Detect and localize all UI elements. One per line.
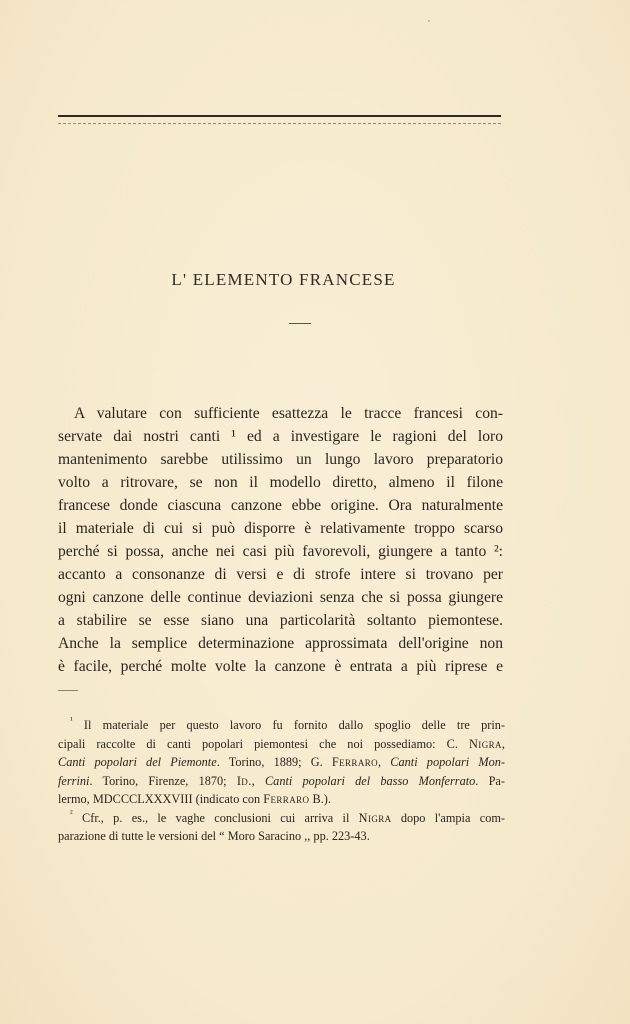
chapter-title: L' ELEMENTO FRANCESE xyxy=(171,270,396,289)
footnote-1-marker: ¹ xyxy=(70,715,73,725)
footnote-separator xyxy=(58,690,78,691)
footnote-author: Ferraro xyxy=(331,755,379,769)
footnote-text: lermo, MDCCCLXXXVIII (indicato con xyxy=(58,792,264,806)
footnote-1-line xyxy=(58,772,505,791)
body-paragraph xyxy=(58,402,503,678)
body-line: è facile, perché molte volte la canzone è entrata a più riprese e xyxy=(58,658,503,675)
footnote-text: Il materiale per questo lavoro fu fornito dallo spoglio delle tre prin- xyxy=(83,718,505,732)
footnote-text: . Torino, 1889; G. xyxy=(216,755,332,769)
footnote-2-line xyxy=(58,809,505,828)
footnote-text: . Torino, Firenze, 1870; xyxy=(89,773,237,788)
footnote-text: , xyxy=(501,736,505,751)
body-line: perché si possa, anche nei casi più favorevoli, giungere a tanto ²: xyxy=(58,543,503,560)
footnote-text: cipali raccolte di canti popolari piemontesi che noi possediamo: C. xyxy=(58,736,470,751)
body-line: servate dai nostri canti ¹ ed a investigare le ragioni del loro xyxy=(58,428,503,445)
footnote-author: Id. xyxy=(236,773,252,788)
body-line: il materiale di cui si può disporre è relativamente troppo scarso xyxy=(58,520,503,537)
footnote-book-title: Canti popolari del Piemonte xyxy=(58,755,217,769)
footnote-book-title: ferrini xyxy=(58,773,90,788)
footnote-2-marker: ² xyxy=(70,807,73,818)
footnote-1-line xyxy=(58,753,505,772)
footnote-author: Ferraro xyxy=(263,792,310,806)
page-speck xyxy=(428,20,430,22)
footnotes xyxy=(58,716,505,846)
body-line: volto a ritrovare, se non il modello diretto, almeno il filone xyxy=(58,474,503,491)
footnote-text: , xyxy=(251,773,265,788)
body-line: Anche la semplice determinazione approssimata dell'origine non xyxy=(58,635,503,652)
footnote-book-title: Canti popolari del basso Monferrato xyxy=(264,773,476,788)
footnote-text: dopo l'ampia com- xyxy=(391,810,506,825)
body-line: a stabilire se esse siano una particolarità soltanto piemontese. xyxy=(58,612,503,629)
body-line: francese donde ciascuna canzone ebbe origine. Ora naturalmente xyxy=(58,497,503,514)
footnote-1-line xyxy=(58,735,505,754)
footnote-author: Nigra xyxy=(469,736,502,751)
footnote-2-line: parazione di tutte le versioni del “ Moro Saracino ,, pp. 223-43. xyxy=(58,829,370,843)
body-line: accanto a consonanze di versi e di strofe intere si trovano per xyxy=(58,566,503,583)
body-line: A valutare con sufficiente esattezza le tracce francesi con- xyxy=(74,405,503,422)
footnote-1-line xyxy=(58,716,505,735)
body-line: ogni canzone delle continue deviazioni senza che si possa giungere xyxy=(58,589,503,606)
header-rule xyxy=(58,115,501,117)
footnote-text: Cfr., p. es., le vaghe conclusioni cui arriva il xyxy=(82,810,359,825)
footnote-author: Nigra xyxy=(358,810,392,825)
title-ornament-dash xyxy=(289,323,311,324)
body-line: mantenimento sarebbe utilissimo un lungo lavoro preparatorio xyxy=(58,451,503,468)
footnote-text: , xyxy=(378,755,391,769)
footnote-text: . Pa- xyxy=(475,773,505,788)
footnote-text: B.). xyxy=(309,792,331,806)
footnote-book-title: Canti popolari Mon- xyxy=(390,755,505,769)
footnote-1-line xyxy=(58,790,505,809)
header-rule-thin xyxy=(58,123,501,124)
